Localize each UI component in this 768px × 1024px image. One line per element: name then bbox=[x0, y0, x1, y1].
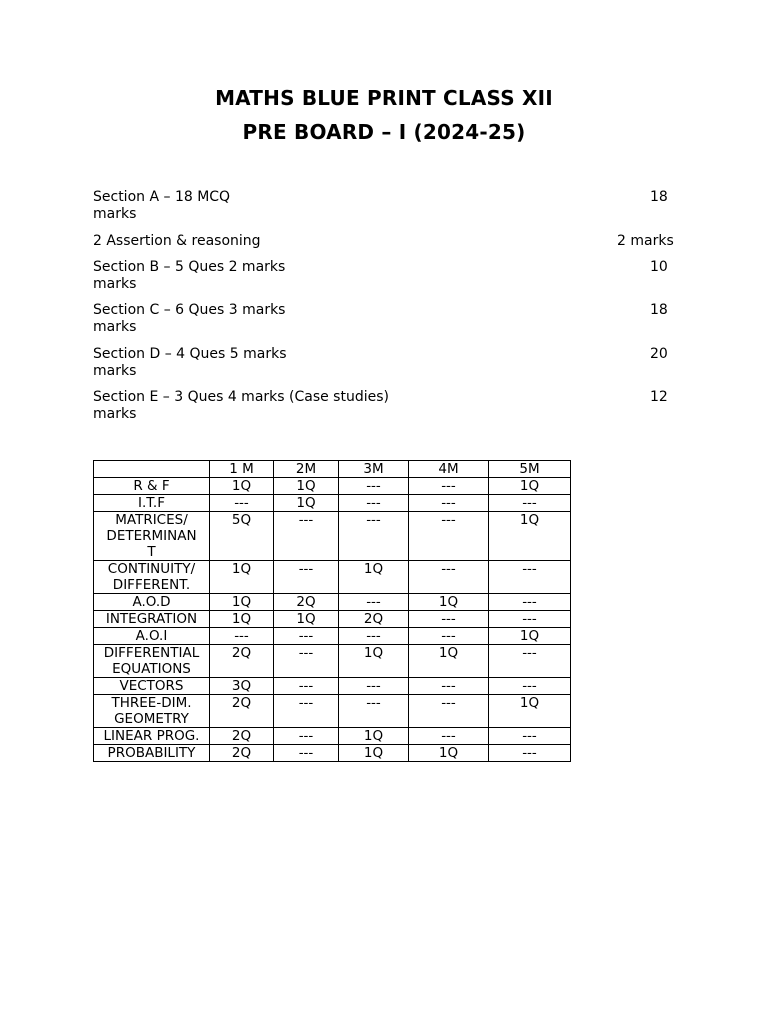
table-row bbox=[94, 678, 571, 695]
topic-cell bbox=[94, 512, 210, 561]
marks-cell: 1Q bbox=[210, 611, 274, 628]
marks-cell: 2Q bbox=[210, 745, 274, 762]
topic-label-line: VECTORS bbox=[119, 678, 184, 694]
section-c-marks: 18 bbox=[650, 302, 668, 318]
table-row bbox=[94, 478, 571, 495]
marks-cell: --- bbox=[409, 678, 489, 695]
marks-cell: 1Q bbox=[409, 745, 489, 762]
topic-cell bbox=[94, 628, 210, 645]
topic-cell bbox=[94, 594, 210, 611]
marks-cell: --- bbox=[339, 628, 409, 645]
marks-cell: 5Q bbox=[210, 512, 274, 561]
marks-cell: --- bbox=[409, 478, 489, 495]
topic-label-line: CONTINUITY/ bbox=[107, 561, 196, 577]
marks-cell: --- bbox=[339, 495, 409, 512]
marks-cell: --- bbox=[210, 495, 274, 512]
table-row bbox=[94, 728, 571, 745]
marks-cell: 3Q bbox=[210, 678, 274, 695]
table-row bbox=[94, 695, 571, 728]
marks-cell: 1Q bbox=[489, 628, 571, 645]
header-cell: 4M bbox=[409, 461, 489, 478]
marks-cell: --- bbox=[489, 745, 571, 762]
topic-label-line: THREE-DIM. bbox=[111, 695, 192, 711]
marks-cell: --- bbox=[274, 695, 339, 728]
marks-cell: --- bbox=[409, 561, 489, 594]
marks-cell: 1Q bbox=[274, 611, 339, 628]
topic-label-line: A.O.I bbox=[135, 628, 168, 644]
marks-cell: --- bbox=[339, 695, 409, 728]
marks-cell: 1Q bbox=[339, 561, 409, 594]
topic-label-line: R & F bbox=[133, 478, 170, 494]
marks-cell: 2Q bbox=[210, 645, 274, 678]
topic-cell bbox=[94, 561, 210, 594]
marks-cell: --- bbox=[274, 728, 339, 745]
section-e-wrap: marks bbox=[93, 406, 137, 422]
header-cell bbox=[94, 461, 210, 478]
topic-label-line: DIFFERENT. bbox=[112, 577, 191, 593]
header-cell: 5M bbox=[489, 461, 571, 478]
header-cell: 3M bbox=[339, 461, 409, 478]
marks-cell: --- bbox=[489, 678, 571, 695]
topic-label-line: INTEGRATION bbox=[105, 611, 198, 627]
marks-cell: 1Q bbox=[409, 594, 489, 611]
marks-cell: --- bbox=[339, 678, 409, 695]
section-d-marks: 20 bbox=[650, 346, 668, 362]
marks-cell: --- bbox=[210, 628, 274, 645]
section-c-wrap: marks bbox=[93, 319, 137, 335]
marks-cell: 1Q bbox=[274, 478, 339, 495]
table-row bbox=[94, 745, 571, 762]
section-d-wrap: marks bbox=[93, 363, 137, 379]
topic-cell bbox=[94, 611, 210, 628]
marks-cell: 1Q bbox=[274, 495, 339, 512]
marks-cell: --- bbox=[409, 728, 489, 745]
marks-cell: 1Q bbox=[409, 645, 489, 678]
section-b-wrap: marks bbox=[93, 276, 137, 292]
marks-cell: --- bbox=[409, 495, 489, 512]
topic-label-line: DETERMINAN bbox=[106, 528, 197, 544]
topic-label-line: EQUATIONS bbox=[112, 661, 191, 677]
marks-cell: --- bbox=[274, 745, 339, 762]
marks-cell: 2Q bbox=[339, 611, 409, 628]
page-subtitle: PRE BOARD – I (2024-25) bbox=[242, 120, 526, 144]
marks-cell: --- bbox=[489, 561, 571, 594]
table-row bbox=[94, 594, 571, 611]
marks-cell: --- bbox=[274, 512, 339, 561]
topic-label-line: MATRICES/ bbox=[115, 512, 188, 528]
marks-cell: 2Q bbox=[210, 728, 274, 745]
table-row bbox=[94, 611, 571, 628]
marks-cell: --- bbox=[409, 512, 489, 561]
marks-cell: 2Q bbox=[274, 594, 339, 611]
topic-label-line: GEOMETRY bbox=[114, 711, 189, 727]
topic-label-line: I.T.F bbox=[138, 495, 165, 511]
topic-cell bbox=[94, 728, 210, 745]
marks-cell: 1Q bbox=[489, 512, 571, 561]
marks-cell: --- bbox=[274, 678, 339, 695]
marks-cell: --- bbox=[274, 645, 339, 678]
topic-label-line: DIFFERENTIAL bbox=[103, 645, 200, 661]
table-row bbox=[94, 512, 571, 561]
section-a-text: Section A – 18 MCQ bbox=[93, 189, 231, 205]
marks-cell: --- bbox=[339, 478, 409, 495]
section-a-marks: 18 bbox=[650, 189, 668, 205]
topic-label-line: PROBABILITY bbox=[107, 745, 196, 761]
marks-cell: --- bbox=[409, 695, 489, 728]
marks-cell: 2Q bbox=[210, 695, 274, 728]
topic-label-line: A.O.D bbox=[132, 594, 171, 610]
marks-cell: --- bbox=[339, 512, 409, 561]
page-title: MATHS BLUE PRINT CLASS XII bbox=[215, 86, 553, 110]
section-b-marks: 10 bbox=[650, 259, 668, 275]
marks-cell: --- bbox=[489, 611, 571, 628]
marks-cell: --- bbox=[489, 594, 571, 611]
topic-label-line: T bbox=[147, 544, 156, 560]
marks-cell: --- bbox=[409, 628, 489, 645]
table-row bbox=[94, 628, 571, 645]
section-c-text: Section C – 6 Ques 3 marks bbox=[93, 302, 286, 318]
section-e-marks: 12 bbox=[650, 389, 668, 405]
table-row bbox=[94, 645, 571, 678]
table-header-row bbox=[94, 461, 571, 478]
topic-cell bbox=[94, 495, 210, 512]
section-b-text: Section B – 5 Ques 2 marks bbox=[93, 259, 286, 275]
topic-cell bbox=[94, 478, 210, 495]
table-row bbox=[94, 561, 571, 594]
marks-cell: --- bbox=[489, 645, 571, 678]
topic-cell bbox=[94, 645, 210, 678]
marks-cell: 1Q bbox=[339, 745, 409, 762]
section-d-text: Section D – 4 Ques 5 marks bbox=[93, 346, 287, 362]
blueprint-table bbox=[93, 460, 571, 762]
assertion-marks: 2 marks bbox=[617, 233, 674, 249]
marks-cell: --- bbox=[274, 561, 339, 594]
marks-cell: 1Q bbox=[339, 728, 409, 745]
marks-cell: --- bbox=[274, 628, 339, 645]
marks-cell: 1Q bbox=[489, 478, 571, 495]
marks-cell: --- bbox=[489, 495, 571, 512]
header-cell: 2M bbox=[274, 461, 339, 478]
table-row bbox=[94, 495, 571, 512]
topic-label-line: LINEAR PROG. bbox=[103, 728, 200, 744]
marks-cell: 1Q bbox=[210, 478, 274, 495]
section-e-text: Section E – 3 Ques 4 marks (Case studies) bbox=[93, 389, 389, 405]
marks-cell: 1Q bbox=[339, 645, 409, 678]
marks-cell: 1Q bbox=[210, 594, 274, 611]
topic-cell bbox=[94, 745, 210, 762]
marks-cell: 1Q bbox=[489, 695, 571, 728]
header-cell: 1 M bbox=[210, 461, 274, 478]
section-a-wrap: marks bbox=[93, 206, 137, 222]
marks-cell: --- bbox=[409, 611, 489, 628]
marks-cell: --- bbox=[339, 594, 409, 611]
marks-cell: 1Q bbox=[210, 561, 274, 594]
assertion-text: 2 Assertion & reasoning bbox=[93, 233, 261, 249]
topic-cell bbox=[94, 695, 210, 728]
marks-cell: --- bbox=[489, 728, 571, 745]
topic-cell bbox=[94, 678, 210, 695]
